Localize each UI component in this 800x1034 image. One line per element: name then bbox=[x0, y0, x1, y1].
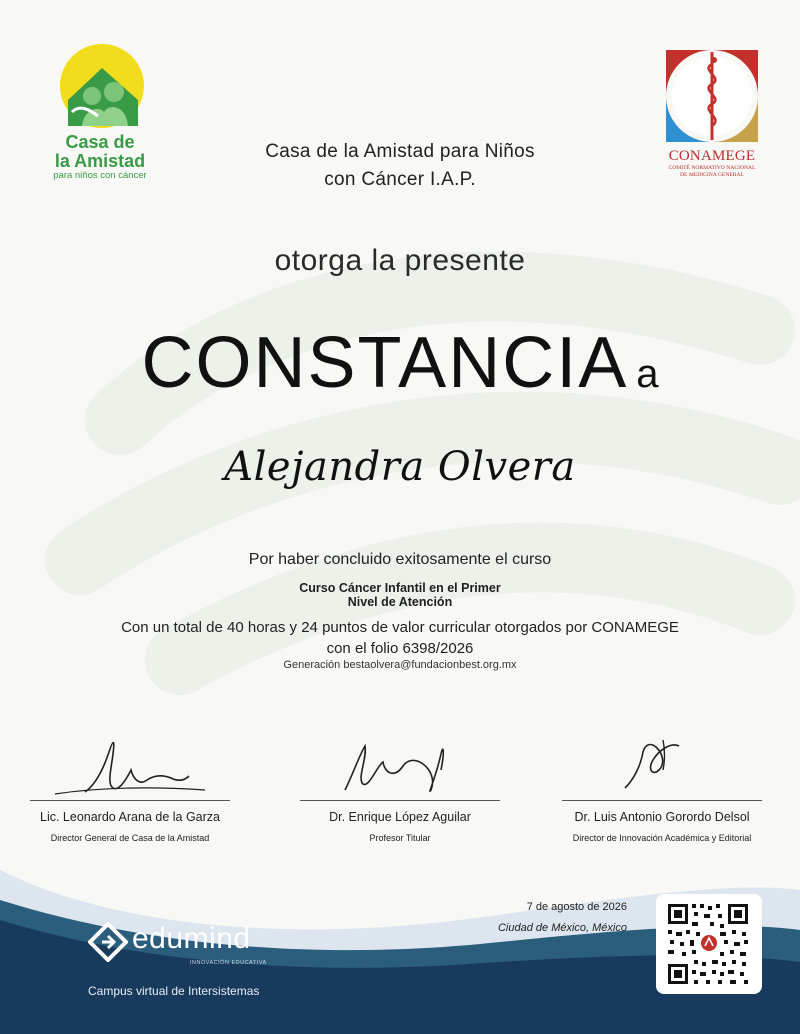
generation-text: Generación bestaolvera@fundacionbest.org.mx bbox=[283, 659, 517, 671]
hours-text-line2: con el folio 6398/2026 bbox=[326, 640, 474, 657]
edumind-name: edumind bbox=[132, 922, 251, 955]
signature-1-image bbox=[15, 730, 245, 802]
logo-left-line1: Casa de bbox=[65, 132, 135, 152]
signer-role-3: Director de Innovación Académica y Editorial bbox=[572, 833, 752, 843]
course-name-line1: Curso Cáncer Infantil en el Primer bbox=[299, 581, 501, 595]
caduceus-emblem-icon bbox=[660, 44, 764, 146]
certificate-title-main: CONSTANCIA bbox=[141, 323, 629, 403]
edumind-diamond-icon bbox=[88, 922, 128, 962]
conamege-subtitle-line2: DE MEDICINA GENERAL bbox=[679, 172, 744, 178]
signer-name-1: Lic. Leonardo Arana de la Garza bbox=[40, 810, 220, 824]
qr-code-card bbox=[656, 894, 762, 994]
conamege-name: CONAMEGE bbox=[668, 148, 756, 164]
course-name bbox=[0, 581, 800, 609]
issue-city: Ciudad de México, México bbox=[497, 922, 627, 934]
signer-name-3: Dr. Luis Antonio Gorordo Delsol bbox=[574, 810, 750, 824]
recipient-name: Alejandra Olvera bbox=[224, 444, 576, 490]
edumind-subtitle: INNOVACIÓN EDUCATIVA bbox=[190, 960, 267, 966]
logo-left-tagline: para niños con cáncer bbox=[53, 170, 147, 181]
signature-line-1 bbox=[30, 800, 230, 801]
certificate-title bbox=[0, 322, 800, 404]
casa-amistad-emblem-icon bbox=[54, 42, 146, 134]
certificate-title-suffix: a bbox=[636, 352, 659, 396]
conamege-logo bbox=[660, 44, 764, 184]
signer-role-2: Profesor Titular bbox=[369, 833, 431, 843]
organization-name-line2: con Cáncer I.A.P. bbox=[324, 169, 476, 190]
completion-text: Por haber concluido exitosamente el curso bbox=[248, 551, 552, 568]
organization-name bbox=[200, 138, 600, 194]
signer-name-2: Dr. Enrique López Aguilar bbox=[329, 810, 471, 824]
intro-text: otorga la presente bbox=[274, 244, 526, 277]
edumind-logo bbox=[88, 922, 267, 967]
signature-2-image bbox=[285, 730, 515, 802]
signature-3-image bbox=[547, 730, 777, 802]
logo-left-line2: la Amistad bbox=[54, 151, 146, 171]
signature-line-3 bbox=[562, 800, 762, 801]
casa-amistad-logo bbox=[40, 42, 158, 188]
organization-name-line1: Casa de la Amistad para Niños bbox=[265, 141, 535, 162]
course-name-line2: Nivel de Atención bbox=[347, 595, 453, 609]
signer-role-1: Director General de Casa de la Amistad bbox=[50, 833, 210, 843]
hours-text-line1: Con un total de 40 horas y 24 puntos de valor curricular otorgados por CONAMEGE bbox=[121, 619, 679, 636]
conamege-subtitle-line1: COMITÉ NORMATIVO NACIONAL bbox=[668, 165, 756, 171]
hours-text bbox=[0, 617, 800, 659]
conamege-subtitle bbox=[660, 165, 764, 179]
campus-text: Campus virtual de Intersistemas bbox=[88, 984, 260, 998]
issue-date: 7 de agosto de 2026 bbox=[526, 901, 627, 913]
qr-code-icon bbox=[656, 894, 762, 994]
signature-line-2 bbox=[300, 800, 500, 801]
